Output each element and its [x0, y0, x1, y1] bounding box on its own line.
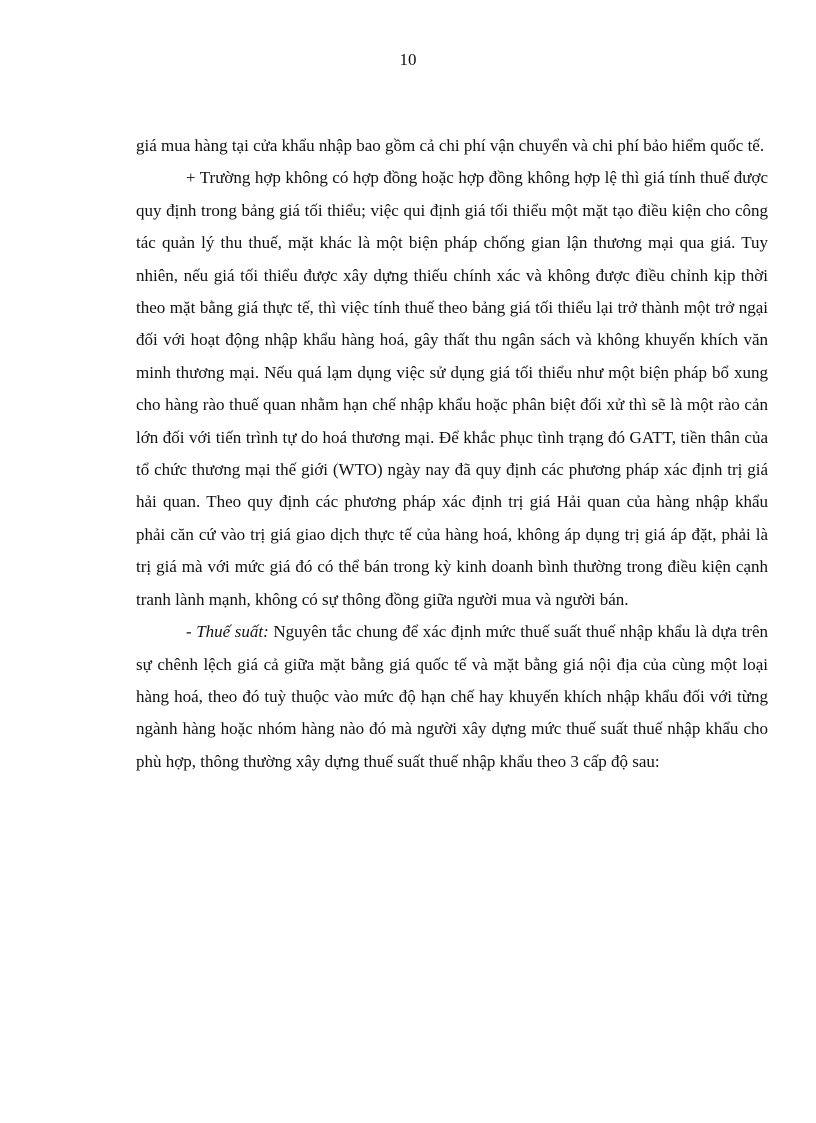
paragraph-minimum-price: + Trường hợp không có hợp đồng hoặc hợp đồng không hợp lệ thì giá tính thuế được quy định trong bảng giá tối thiểu; việc qui định giá tối thiểu một mặt tạo điều kiện cho công tác quản lý thu thuế, mặt khác là một biện pháp chống gian lận thương mại qua giá. Tuy nhiên, nếu giá tối thiểu được xây dựng thiếu chính xác và không được điều chỉnh kịp thời theo mặt bằng giá thực tế, thì việc tính thuế theo bảng giá tối thiểu lại trở thành một trở ngại đối với hoạt động nhập khẩu hàng hoá, gây thất thu ngân sách và không khuyến khích văn minh thương mại. Nếu quá lạm dụng việc sử dụng giá tối thiểu như một biện pháp bổ xung cho hàng rào thuế quan nhằm hạn chế nhập khẩu hoặc phân biệt đối xử thì sẽ là một rào cản lớn đối với tiến trình tự do hoá thương mại. Để khắc phục tình trạng đó GATT, tiền thân của tổ chức thương mại thế giới (WTO) ngày nay đã quy định các phương pháp xác định trị giá hải quan. Theo quy định các phương pháp xác định trị giá Hải quan của hàng nhập khẩu phải căn cứ vào trị giá giao dịch thực tế của hàng hoá, không áp dụng trị giá áp đặt, phải là trị giá mà với mức giá đó có thể bán trong kỳ kinh doanh bình thường trong điều kiện cạnh tranh lành mạnh, không có sự thông đồng giữa người mua và người bán.	[136, 168, 768, 609]
paragraph-tax-rate	[136, 616, 768, 778]
paragraph-tax-rate-text: Nguyên tắc chung để xác định mức thuế suất thuế nhập khẩu là dựa trên sự chênh lệch giá cả giữa mặt bằng giá quốc tế và mặt bằng giá nội địa của cùng một loại hàng hoá, theo đó tuỳ thuộc vào mức độ hạn chế hay khuyến khích nhập khẩu đối với từng ngành hàng hoặc nhóm hàng nào đó mà người xây dựng mức thuế suất thuế nhập khẩu cho phù hợp, thông thường xây dựng thuế suất thuế nhập khẩu theo 3 cấp độ sau:	[136, 622, 769, 771]
page-number: 10	[399, 50, 417, 69]
document-body	[136, 130, 768, 778]
term-tax-rate: Thuế suất:	[196, 622, 269, 642]
list-dash: -	[186, 622, 197, 642]
paragraph-continuation: giá mua hàng tại cửa khẩu nhập bao gồm cả chi phí vận chuyển và chi phí bảo hiểm quốc tế.	[136, 136, 765, 155]
